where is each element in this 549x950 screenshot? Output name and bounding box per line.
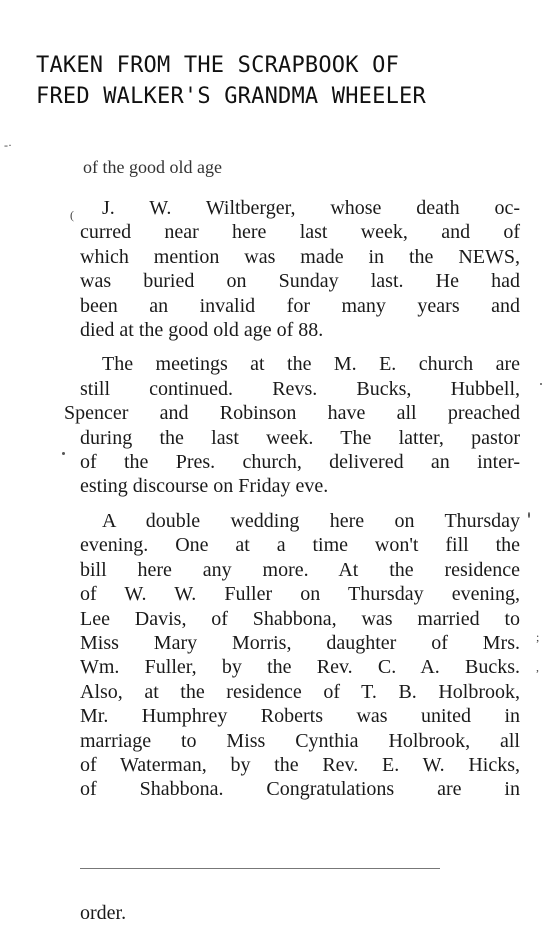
scan-mark: ( — [70, 208, 74, 222]
scrapbook-caption — [36, 50, 426, 112]
text-line: evening. One at a time won't fill the — [80, 534, 520, 557]
text-line: bill here any more. At the residence — [80, 558, 520, 581]
newspaper-clipping — [64, 196, 520, 812]
text-line: Miss Mary Morris, daughter of Mrs. — [80, 631, 520, 654]
text-line: Also, at the residence of T. B. Holbrook, — [80, 680, 520, 703]
text-line: of W. W. Fuller on Thursday evening, — [80, 583, 520, 606]
paragraph-church-meetings — [64, 352, 520, 498]
text-line: been an invalid for many years and — [80, 294, 520, 317]
text-line: of Waterman, by the Rev. E. W. Hicks, — [80, 753, 520, 776]
text-line: Spencer and Robinson have all preached — [64, 402, 520, 425]
caption-line-1: TAKEN FROM THE SCRAPBOOK OF — [36, 53, 400, 78]
scan-speck — [62, 452, 65, 455]
text-line: esting discourse on Friday eve. — [80, 475, 329, 498]
text-line: still continued. Revs. Bucks, Hubbell, — [80, 377, 520, 400]
text-line: Lee Davis, of Shabbona, was married to — [80, 607, 520, 630]
scan-mark: -· — [4, 138, 12, 152]
text-line: curred near here last week, and of — [80, 221, 520, 244]
scan-speck — [528, 512, 530, 518]
clipping-cut-top-line: of the good old age — [83, 157, 222, 177]
text-line: was buried on Sunday last. He had — [80, 270, 520, 293]
text-line: A double wedding here on Thursday — [102, 509, 520, 532]
text-line: of the Pres. church, delivered an inter- — [80, 451, 520, 474]
text-line: J. W. Wiltberger, whose death oc- — [102, 197, 520, 219]
clipping-cut-bottom-line: order. — [80, 902, 127, 924]
text-line: of Shabbona. Congratulations are in — [80, 778, 520, 801]
scan-mark: ; — [536, 630, 540, 644]
text-line: Wm. Fuller, by the Rev. C. A. Bucks. — [80, 656, 520, 679]
paragraph-obituary — [80, 196, 520, 342]
caption-line-2: FRED WALKER'S GRANDMA WHEELER — [36, 84, 426, 109]
text-line: which mention was made in the NEWS, — [80, 245, 520, 268]
text-line: Mr. Humphrey Roberts was united in — [80, 705, 520, 728]
text-line: during the last week. The latter, pastor — [80, 426, 520, 449]
text-line: marriage to Miss Cynthia Holbrook, all — [80, 729, 520, 752]
clipping-cut-edge — [80, 868, 440, 869]
text-line: The meetings at the M. E. church are — [102, 353, 520, 376]
scan-mark: , — [536, 660, 539, 674]
scan-speck — [540, 383, 542, 385]
paragraph-double-wedding — [80, 509, 520, 802]
text-line: died at the good old age of 88. — [80, 319, 324, 342]
